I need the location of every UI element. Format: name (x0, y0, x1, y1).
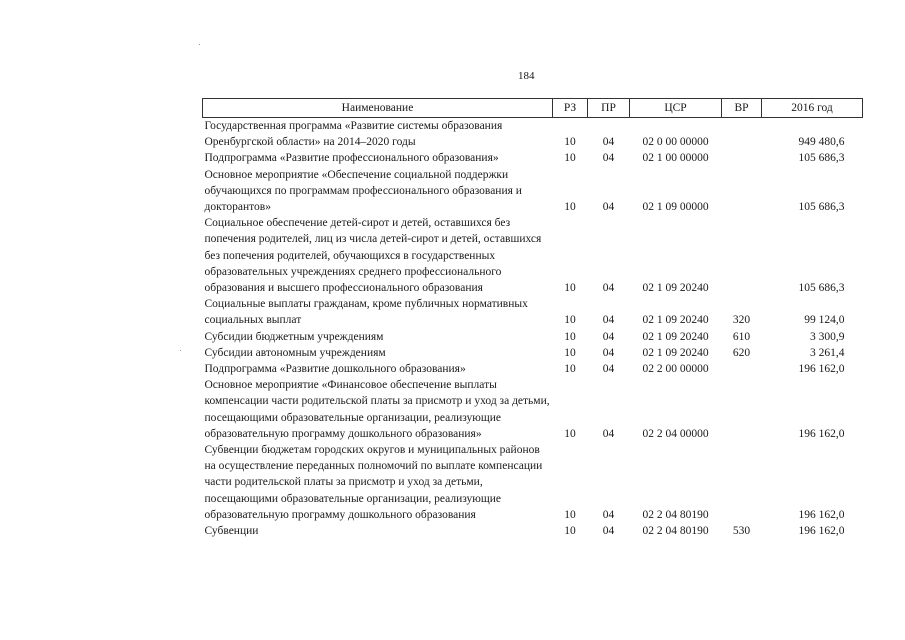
cell-amount: 105 686,3 (798, 201, 845, 214)
header-csr: ЦСР (630, 99, 722, 118)
cell-csr: 02 2 04 80190 (642, 525, 709, 538)
cell-rz: 10 (564, 346, 576, 359)
cell-rz: 10 (564, 330, 576, 343)
table-row (203, 361, 863, 377)
cell-rz: 10 (564, 525, 576, 538)
cell-amount: 196 162,0 (798, 363, 845, 376)
cell-rz: 10 (564, 427, 576, 440)
table-row (203, 215, 863, 296)
cell-pr: 04 (602, 363, 615, 376)
header-vr: ВР (722, 99, 762, 118)
cell-csr: 02 1 09 20240 (642, 346, 709, 359)
cell-pr: 04 (602, 508, 615, 521)
cell-rz: 10 (564, 282, 576, 295)
cell-name: Основное мероприятие «Финансовое обеспечение выплаты компенсации части родительской платы за присмотр и уход за детьми, посещающими образовательные организации, реализующие образовательную программу дошкольного образования» (204, 379, 550, 440)
cell-vr (722, 442, 762, 523)
cell-rz: 10 (564, 314, 576, 327)
cell-amount: 949 480,6 (798, 136, 845, 149)
table-row (203, 523, 863, 539)
table-body (203, 118, 863, 540)
cell-vr (722, 377, 762, 442)
cell-csr: 02 1 09 20240 (642, 282, 709, 295)
cell-csr: 02 1 09 00000 (642, 201, 709, 214)
cell-pr: 04 (602, 346, 615, 359)
cell-pr: 04 (602, 330, 615, 343)
cell-rz: 10 (564, 136, 576, 149)
cell-pr: 04 (602, 427, 615, 440)
table-row (203, 167, 863, 216)
cell-rz: 10 (564, 152, 576, 165)
cell-name: Социальные выплаты гражданам, кроме публичных нормативных социальных выплат (204, 298, 528, 327)
cell-vr (722, 118, 762, 151)
table-header-row (203, 99, 863, 118)
cell-name: Подпрограмма «Развитие профессионального образования» (204, 152, 499, 165)
cell-amount: 105 686,3 (798, 152, 845, 165)
page-number: 184 (518, 70, 535, 82)
scan-mark (199, 44, 200, 45)
table-row (203, 345, 863, 361)
cell-name: Субсидии автономным учреждениям (204, 346, 386, 359)
header-pr: ПР (588, 99, 630, 118)
table-row (203, 296, 863, 328)
cell-amount: 99 124,0 (804, 314, 845, 327)
header-name: Наименование (203, 99, 553, 118)
cell-csr: 02 2 04 00000 (642, 427, 709, 440)
header-rz: РЗ (553, 99, 588, 118)
cell-amount: 196 162,0 (798, 427, 845, 440)
table-row (203, 118, 863, 151)
table-row (203, 377, 863, 442)
cell-csr: 02 1 00 00000 (642, 152, 709, 165)
cell-rz: 10 (564, 363, 576, 376)
cell-vr: 610 (732, 330, 751, 343)
cell-rz: 10 (564, 508, 576, 521)
cell-csr: 02 2 04 80190 (642, 508, 709, 521)
cell-name: Социальное обеспечение детей-сирот и детей, оставшихся без попечения родителей, лиц из числа детей-сирот и детей, оставшихся без попечения родителей, обучающихся в государственных образовательных учреждениях среднего профессионального образования и высшего профессионального образования (204, 217, 542, 295)
cell-name: Подпрограмма «Развитие дошкольного образования» (204, 363, 466, 376)
cell-vr (722, 167, 762, 216)
cell-pr: 04 (602, 282, 615, 295)
cell-name: Государственная программа «Развитие системы образования Оренбургской области» на 2014–2020 годы (204, 120, 503, 149)
cell-pr: 04 (602, 201, 615, 214)
header-year: 2016 год (762, 99, 863, 118)
cell-vr: 320 (732, 314, 751, 327)
cell-amount: 3 261,4 (810, 346, 845, 359)
scan-mark (180, 350, 181, 351)
budget-table (202, 98, 863, 539)
cell-amount: 196 162,0 (798, 525, 845, 538)
cell-vr (722, 150, 762, 166)
cell-pr: 04 (602, 152, 615, 165)
cell-amount: 105 686,3 (798, 282, 845, 295)
cell-pr: 04 (602, 525, 615, 538)
cell-name: Субвенции бюджетам городских округов и муниципальных районов на осуществление переданных полномочий по выплате компенсации части родительской платы за присмотр и уход за детьми, посещающими образовательные организации, реализующие образовательную программу дошкольного образования (204, 444, 543, 521)
table-row (203, 329, 863, 345)
cell-pr: 04 (602, 136, 615, 149)
cell-name: Субвенции (204, 525, 259, 538)
cell-amount: 196 162,0 (798, 508, 845, 521)
cell-rz: 10 (564, 201, 576, 214)
cell-csr: 02 1 09 20240 (642, 330, 709, 343)
cell-vr: 530 (732, 525, 751, 538)
cell-csr: 02 2 00 00000 (642, 363, 709, 376)
cell-pr: 04 (602, 314, 615, 327)
table-row (203, 442, 863, 523)
cell-vr: 620 (732, 346, 751, 359)
cell-name: Основное мероприятие «Обеспечение социальной поддержки обучающихся по программам профессионального образования и докторантов» (204, 168, 522, 214)
cell-csr: 02 0 00 00000 (642, 136, 709, 149)
cell-csr: 02 1 09 20240 (642, 314, 709, 327)
cell-vr (722, 361, 762, 377)
table-row (203, 150, 863, 166)
cell-name: Субсидии бюджетным учреждениям (204, 330, 384, 343)
cell-amount: 3 300,9 (810, 330, 845, 343)
cell-vr (722, 215, 762, 296)
